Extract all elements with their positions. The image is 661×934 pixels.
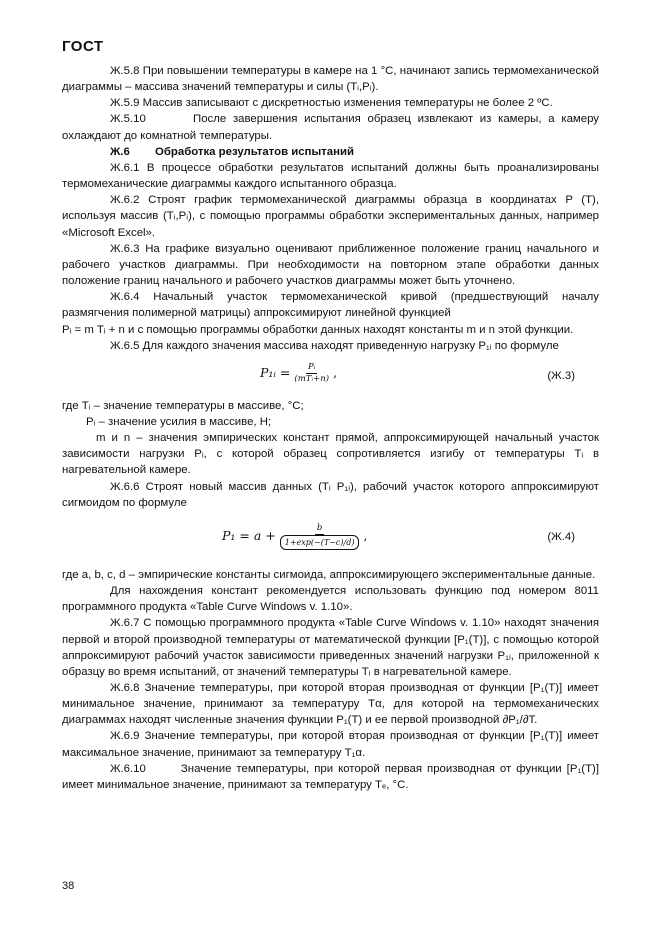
paragraph-6-6-note: Для нахождения констант рекомендуется использовать функцию под номером 8011 программного продукта «Table Curve Windows v. 1.10».: [62, 585, 599, 614]
paragraph-6-10: Ж.6.10 Значение температуры, при которой первая производная от функции [P₁(T)] имеет минимальное значение, принимают за температуру Tₑ, °С.: [62, 762, 603, 791]
formula-zh3-expression: P₁ᵢ = $\frac{\text{Pᵢ}}{\text{(mTᵢ+n)}}$ ,: [260, 361, 338, 384]
document-header: ГОСТ: [62, 38, 104, 55]
legend-ti: где Tᵢ – значение температуры в массиве, °С;: [62, 399, 304, 412]
paragraph-6-3: Ж.6.3 На графике визуально оценивают приближенное положение границ начального и рабочего участков диаграммы. При необходимости на повторном этапе обработки данных положение границ начального и рабочего участков диаграммы может быть уточнено.: [62, 242, 599, 288]
paragraph-5-8: Ж.5.8 При повышении температуры в камере на 1 °С, начинают запись термомеханической диаграммы – массива значений температуры и силы (Tᵢ,Pᵢ).: [62, 65, 599, 94]
formula-zh4-expression: P₁ = a + $\frac{b}{1+\exp(-(T-c)/d)}$ ,: [222, 523, 367, 550]
legend-m-n: m и n – значения эмпирических констант прямой, аппроксимирующей начальный участок зависимости нагрузки Pᵢ, с которой образец сопротивляется изгибу от температуры Tᵢ в нагревательной камере.: [62, 432, 599, 477]
paragraph-6-5: Ж.6.5 Для каждого значения массива находят приведенную нагрузку P₁ᵢ по формуле: [110, 339, 559, 352]
paragraph-6-9: Ж.6.9 Значение температуры, при которой вторая производная от функции [P₁(T)] имеет максимальное значение, принимают за температуру T₁α.: [62, 730, 599, 759]
formula-zh4-numerator: b: [316, 522, 323, 533]
paragraph-5-9: Ж.5.9 Массив записывают с дискретностью изменения температуры не более 2 ºС.: [110, 97, 553, 110]
formula-zh3-numerator: Pᵢ: [308, 361, 316, 372]
formula-zh4-number: (Ж.4): [547, 530, 575, 543]
formula-zh4-lhs: P₁ = a +: [222, 528, 276, 544]
formula-zh3-number: (Ж.3): [547, 369, 575, 382]
legend-pi: Pᵢ – значение усилия в массиве, Н;: [86, 415, 272, 428]
section-heading-6: [62, 144, 599, 160]
section-number: Ж.6: [110, 145, 130, 158]
paragraph-6-4-continued: Pᵢ = m Tᵢ + n и с помощью программы обработки данных находят константы m и n этой функции.: [62, 323, 574, 336]
paragraph-6-4: Ж.6.4 Начальный участок термомеханической кривой (предшествующий началу размягчения полимерной матрицы) аппроксимируют линейной функцией: [62, 291, 599, 320]
formula-zh3-lhs: P₁ᵢ =: [260, 365, 291, 381]
formula-zh3-fraction: [292, 362, 331, 385]
paragraph-6-2: Ж.6.2 Строят график термомеханической диаграммы образца в координатах P (T), используя массив (Tᵢ,Pᵢ), с помощью программы обработки экспериментальных данных, например «Microsoft Excel».: [62, 194, 599, 239]
paragraph-6-8: Ж.6.8 Значение температуры, при которой вторая производная от функции [P₁(T)] имеет минимальное значение, принимают за температуру Tα, для которой на термомеханических диаграммах находят численные значения функции P₁(T) и ее первой производной ∂P₁/∂T.: [62, 682, 599, 727]
formula-zh3-denominator: (mTᵢ+n): [294, 373, 330, 384]
formula-zh4-denominator: 1+exp(−(T−c)/d): [280, 535, 360, 550]
document-body: [62, 63, 603, 793]
paragraph-5-10: Ж.5.10 После завершения испытания образец извлекают из камеры, а камеру охлаждают до комнатной температуры.: [62, 113, 603, 142]
paragraph-6-6: Ж.6.6 Строят новый массив данных (Tᵢ P₁ᵢ), рабочий участок которого аппроксимируют сигмоидом по формуле: [62, 480, 599, 509]
formula-zh4: [62, 515, 599, 563]
formula-zh4-fraction: [278, 523, 362, 550]
section-title: Обработка результатов испытаний: [155, 145, 354, 158]
page-number: 38: [62, 880, 75, 892]
formula-zh3: [62, 358, 599, 394]
legend-abcd: где a, b, c, d – эмпирические константы сигмоида, аппроксимирующего экспериментальные данные.: [62, 568, 596, 581]
paragraph-6-7: Ж.6.7 С помощью программного продукта «Table Curve Windows v. 1.10» находят значения первой и второй производной температуры от математической функции [P₁(T)], с помощью которой аппроксимируют рабочий участок зависимости приведенных значений нагрузки P₁ᵢ, приложенной к образцу во время испытаний, от значений температуры Tᵢ в нагревательной камере.: [62, 617, 599, 678]
paragraph-6-1: Ж.6.1 В процессе обработки результатов испытаний должны быть проанализированы термомеханические диаграммы каждого испытанного образца.: [62, 161, 599, 191]
